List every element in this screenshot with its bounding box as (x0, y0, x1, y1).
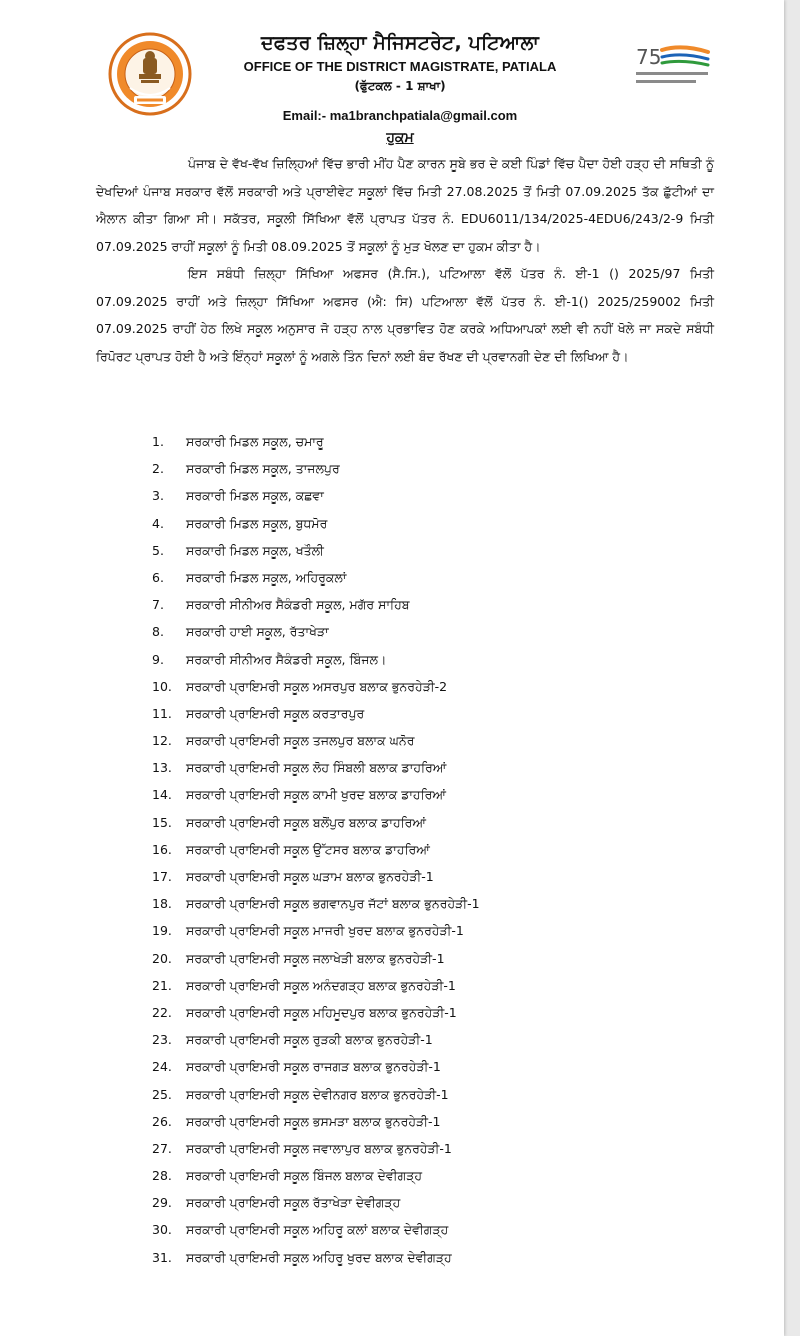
list-item-number: 12. (152, 733, 172, 749)
list-item-school-name: ਸਰਕਾਰੀ ਪ੍ਰਾਇਮਰੀ ਸਕੂਲ ਘੜਾਮ ਬਲਾਕ ਭੁਨਰਹੇੜੀ-1 (186, 869, 434, 884)
list-item-school-name: ਸਰਕਾਰੀ ਪ੍ਰਾਇਮਰੀ ਸਕੂਲ ਭਸਮੜਾ ਬਲਾਕ ਭੁਨਰਹੇੜੀ-1 (186, 1113, 441, 1129)
list-item (152, 1081, 480, 1108)
paragraph-1: ਪੰਜਾਬ ਦੇ ਵੱਖ-ਵੱਖ ਜ਼ਿਲ੍ਹਿਆਂ ਵਿੱਚ ਭਾਰੀ ਮੀਂਹ ਪੈਣ ਕਾਰਨ ਸੂਬੇ ਭਰ ਦੇ ਕਈ ਪਿੰਡਾਂ ਵਿੱਚ ਪੈਦਾ ਹੋਈ ਹੜ੍ਹ ਦੀ ਸਥਿਤੀ ਨੂੰ ਦੇਖਦਿਆਂ ਪੰਜਾਬ ਸਰਕਾਰ ਵੱਲੋਂ ਸਰਕਾਰੀ ਅਤੇ ਪ੍ਰਾਈਵੇਟ ਸਕੂਲਾਂ ਵਿੱਚ ਮਿਤੀ 27.08.2025 ਤੋਂ ਮਿਤੀ 07.09.2025 ਤੱਕ ਛੁੱਟੀਆਂ ਦਾ ਐਲਾਨ ਕੀਤਾ ਗਿਆ ਸੀ। ਸਕੱਤਰ, ਸਕੂਲੀ ਸਿੱਖਿਆ ਵੱਲੋਂ ਪ੍ਰਾਪਤ ਪੱਤਰ ਨੰ. EDU6011/134/2025-4EDU6/243/2-9 ਮਿਤੀ 07.09.2025 ਰਾਹੀਂ ਸਕੂਲਾਂ ਨੂੰ ਮਿਤੀ 08.09.2025 ਤੋਂ ਸਕੂਲਾਂ ਨੂੰ ਮੁੜ ਖੋਲਣ ਦਾ ਹੁਕਮ ਕੀਤਾ ਹੈ। (96, 156, 714, 254)
list-item-school-name: ਸਰਕਾਰੀ ਮਿਡਲ ਸਕੂਲ, ਅਹਿਰੂਕਲਾਂ (186, 569, 347, 585)
list-item-school-name: ਸਰਕਾਰੀ ਪ੍ਰਾਇਮਰੀ ਸਕੂਲ ਕਰਤਾਰਪੁਰ (186, 705, 365, 721)
email-line: Email:- ma1branchpatiala@gmail.com (282, 108, 518, 123)
list-item-number: 5. (152, 542, 164, 558)
list-item (152, 1244, 480, 1271)
list-item-school-name: ਸਰਕਾਰੀ ਮਿਡਲ ਸਕੂਲ, ਖਤੌਲੀ (186, 542, 324, 558)
list-item (152, 1026, 480, 1053)
list-item-school-name: ਸਰਕਾਰੀ ਸੀਨੀਅਰ ਸੈਕੰਡਰੀ ਸਕੂਲ, ਮਗੱਰ ਸਾਹਿਬ (186, 597, 410, 613)
list-item (152, 1135, 480, 1162)
list-item (152, 945, 480, 972)
order-heading: ਹੁਕਮ (386, 130, 414, 146)
list-item-number: 3. (152, 488, 164, 504)
list-item-school-name: ਸਰਕਾਰੀ ਪ੍ਰਾਇਮਰੀ ਸਕੂਲ ਰੁੜਕੀ ਬਲਾਕ ਭੁਨਰਹੇੜੀ-1 (186, 1032, 433, 1048)
list-item (152, 809, 480, 836)
list-item (152, 1108, 480, 1135)
list-item-number: 30. (152, 1222, 172, 1238)
list-item-number: 8. (152, 624, 164, 640)
list-item (152, 917, 480, 944)
list-item (152, 564, 480, 591)
list-item-number: 20. (152, 950, 172, 966)
list-item-school-name: ਸਰਕਾਰੀ ਪ੍ਰਾਇਮਰੀ ਸਕੂਲ ਅਨੰਦਗੜ੍ਹ ਬਲਾਕ ਭੁਨਰਹੇੜੀ-1 (186, 977, 456, 993)
letterhead (200, 30, 600, 95)
list-item (152, 455, 480, 482)
list-item (152, 972, 480, 999)
list-item (152, 1162, 480, 1189)
list-item-number: 19. (152, 923, 172, 939)
list-item (152, 537, 480, 564)
list-item-school-name: ਸਰਕਾਰੀ ਸੀਨੀਅਰ ਸੈਕੰਡਰੀ ਸਕੂਲ, ਬਿੰਜਲ। (186, 651, 387, 667)
list-item (152, 781, 480, 808)
list-item (152, 510, 480, 537)
list-item-school-name: ਸਰਕਾਰੀ ਪ੍ਰਾਇਮਰੀ ਸਕੂਲ ਮਾਜਰੀ ਖੁਰਦ ਬਲਾਕ ਭੁਨਰਹੇੜੀ-1 (186, 923, 464, 939)
list-item (152, 754, 480, 781)
punjab-govt-seal-icon (108, 32, 192, 116)
list-item-number: 11. (152, 705, 172, 721)
list-item (152, 591, 480, 618)
list-item-school-name: ਸਰਕਾਰੀ ਪ੍ਰਾਇਮਰੀ ਸਕੂਲ ਜਲਾਖੇੜੀ ਬਲਾਕ ਭੁਨਰਹੇੜੀ-1 (186, 950, 445, 966)
list-item-number: 17. (152, 869, 172, 884)
list-item-number: 13. (152, 760, 172, 776)
list-item-school-name: ਸਰਕਾਰੀ ਪ੍ਰਾਇਮਰੀ ਸਕੂਲ ਜਵਾਲਾਪੁਰ ਬਲਾਕ ਭੁਨਰਹੇੜੀ-1 (186, 1140, 452, 1156)
list-item-number: 4. (152, 515, 164, 531)
list-item-school-name: ਸਰਕਾਰੀ ਪ੍ਰਾਇਮਰੀ ਸਕੂਲ ਤਜਲਪੁਰ ਬਲਾਕ ਘਨੋਰ (186, 733, 415, 749)
list-item-school-name: ਸਰਕਾਰੀ ਪ੍ਰਾਇਮਰੀ ਸਕੂਲ ਰੱਤਾਖੇੜਾ ਦੇਵੀਗੜ੍ਹ (186, 1195, 401, 1211)
list-item (152, 890, 480, 917)
list-item-school-name: ਸਰਕਾਰੀ ਪ੍ਰਾਇਮਰੀ ਸਕੂਲ ਰਾਜਗੜ ਬਲਾਕ ਭੁਨਰਹੇੜੀ-1 (186, 1059, 441, 1075)
list-item (152, 428, 480, 455)
list-item-school-name: ਸਰਕਾਰੀ ਹਾਈ ਸਕੂਲ, ਰੱਤਾਖੇੜਾ (186, 624, 329, 640)
list-item-school-name: ਸਰਕਾਰੀ ਪ੍ਰਾਇਮਰੀ ਸਕੂਲ ਭਗਵਾਨਪੁਰ ਜੱਟਾਂ ਬਲਾਕ ਭੁਨਰਹੇੜੀ-1 (186, 896, 480, 912)
list-item-number: 28. (152, 1168, 172, 1184)
list-item-school-name: ਸਰਕਾਰੀ ਪ੍ਰਾਇਮਰੀ ਸਕੂਲ ਦੇਵੀਨਗਰ ਬਲਾਕ ਭੁਨਰਹੇੜੀ-1 (186, 1086, 449, 1102)
list-item (152, 1216, 480, 1243)
list-item-school-name: ਸਰਕਾਰੀ ਮਿਡਲ ਸਕੂਲ, ਬੁਧਮੋਰ (186, 515, 328, 531)
list-item (152, 700, 480, 727)
list-item-number: 1. (152, 434, 164, 449)
list-item-school-name: ਸਰਕਾਰੀ ਪ੍ਰਾਇਮਰੀ ਸਕੂਲ ਬਲੋਂਪੁਰ ਬਲਾਕ ਡਾਹਰਿਆਂ (186, 814, 427, 830)
list-item-number: 9. (152, 651, 164, 667)
list-item-number: 2. (152, 461, 164, 477)
list-item-number: 25. (152, 1086, 172, 1102)
order-body (96, 150, 714, 370)
list-item-number: 18. (152, 896, 172, 912)
list-item-number: 21. (152, 977, 172, 993)
list-item-school-name: ਸਰਕਾਰੀ ਮਿਡਲ ਸਕੂਲ, ਤਾਜਲਪੁਰ (186, 461, 340, 477)
list-item (152, 1053, 480, 1080)
list-item (152, 618, 480, 645)
list-item-school-name: ਸਰਕਾਰੀ ਪ੍ਰਾਇਮਰੀ ਸਕੂਲ ਅਸਰਪੁਰ ਬਲਾਕ ਭੁਨਰਹੇੜੀ-2 (186, 678, 448, 694)
paragraph-2: ਇਸ ਸਬੰਧੀ ਜ਼ਿਲ੍ਹਾ ਸਿੱਖਿਆ ਅਫਸਰ (ਸੈ.ਸਿ.), ਪਟਿਆਲਾ ਵੱਲੋਂ ਪੱਤਰ ਨੰ. ਈ-1 () 2025/97 ਮਿਤੀ 07.09.2025 ਰਾਹੀਂ ਅਤੇ ਜ਼ਿਲ੍ਹਾ ਸਿੱਖਿਆ ਅਫਸਰ (ਐ: ਸਿ) ਪਟਿਆਲਾ ਵੱਲੋਂ ਪੱਤਰ ਨੰ. ਈ-1() 2025/259002 ਮਿਤੀ 07.09.2025 ਰਾਹੀਂ ਹੇਠ ਲਿਖੇ ਸਕੂਲ ਅਨੁਸਾਰ ਜੋ ਹੜ੍ਹ ਨਾਲ ਪ੍ਰਭਾਵਿਤ ਹੋਣ ਕਰਕੇ ਅਧਿਆਪਕਾਂ ਲਈ ਵੀ ਨਹੀਂ ਖੋਲੇ ਜਾ ਸਕਦੇ ਸਬੰਧੀ ਰਿਪੋਰਟ ਪ੍ਰਾਪਤ ਹੋਈ ਹੈ ਅਤੇ ਇੰਨ੍ਹਾਂ ਸਕੂਲਾਂ ਨੂੰ ਅਗਲੇ ਤਿੰਨ ਦਿਨਾਂ ਲਈ ਬੰਦ ਰੱਖਣ ਦੀ ਪ੍ਰਵਾਨਗੀ ਦੇਣ ਦੀ ਲਿਖਿਆ ਹੈ। (96, 266, 714, 364)
list-item-number: 27. (152, 1140, 172, 1156)
school-list (152, 428, 480, 1271)
list-item-school-name: ਸਰਕਾਰੀ ਪ੍ਰਾਇਮਰੀ ਸਕੂਲ ਅਹਿਰੂ ਕਲਾਂ ਬਲਾਕ ਦੇਵੀਗੜ੍ਹ (186, 1222, 449, 1238)
list-item-school-name: ਸਰਕਾਰੀ ਮਿਡਲ ਸਕੂਲ, ਕਛਵਾ (186, 488, 324, 504)
list-item-school-name: ਸਰਕਾਰੀ ਪ੍ਰਾਇਮਰੀ ਸਕੂਲ ਅਹਿਰੂ ਖੁਰਦ ਬਲਾਕ ਦੇਵੀਗੜ੍ਹ (186, 1249, 452, 1265)
list-item-school-name: ਸਰਕਾਰੀ ਪ੍ਰਾਇਮਰੀ ਸਕੂਲ ਬਿੰਜਲ ਬਲਾਕ ਦੇਵੀਗੜ੍ਹ (186, 1168, 423, 1184)
list-item (152, 836, 480, 863)
branch-label: (ਫੁੱਟਕਲ - 1 ਸ਼ਾਖਾ) (354, 79, 446, 93)
list-item-number: 26. (152, 1113, 172, 1129)
list-item (152, 482, 480, 509)
list-item-school-name: ਸਰਕਾਰੀ ਮਿਡਲ ਸਕੂਲ, ਚਮਾਰੂ (186, 434, 324, 449)
list-item-number: 16. (152, 841, 172, 857)
list-item (152, 863, 480, 890)
list-item (152, 727, 480, 754)
azadi-ka-amrit-mahotsav-logo-icon (632, 42, 716, 96)
list-item (152, 646, 480, 673)
office-title-punjabi: ਦਫਤਰ ਜ਼ਿਲ੍ਹਾ ਮੈਜਿਸਟਰੇਟ, ਪਟਿਆਲਾ (261, 32, 539, 54)
list-item-number: 10. (152, 678, 172, 694)
office-title-english: OFFICE OF THE DISTRICT MAGISTRATE, PATIALA (243, 59, 557, 74)
list-item-school-name: ਸਰਕਾਰੀ ਪ੍ਰਾਇਮਰੀ ਸਕੂਲ ਲੋਹ ਸਿੰਬਲੀ ਬਲਾਕ ਡਾਹਰਿਆਂ (186, 760, 447, 776)
list-item-number: 31. (152, 1249, 172, 1265)
list-item-number: 15. (152, 814, 172, 830)
svg-text:75: 75 (636, 45, 662, 69)
list-item-number: 14. (152, 787, 172, 803)
list-item-school-name: ਸਰਕਾਰੀ ਪ੍ਰਾਇਮਰੀ ਸਕੂਲ ਕਾਮੀ ਖੁਰਦ ਬਲਾਕ ਡਾਹਰਿਆਂ (186, 787, 446, 803)
list-item-number: 22. (152, 1004, 172, 1020)
list-item-school-name: ਸਰਕਾਰੀ ਪ੍ਰਾਇਮਰੀ ਸਕੂਲ ਮਹਿਮੂਦਪੁਰ ਬਲਾਕ ਭੁਨਰਹੇੜੀ-1 (186, 1004, 457, 1020)
list-item-number: 6. (152, 569, 164, 585)
list-item-number: 24. (152, 1059, 172, 1075)
list-item-number: 29. (152, 1195, 172, 1211)
list-item-number: 23. (152, 1032, 172, 1048)
list-item-school-name: ਸਰਕਾਰੀ ਪ੍ਰਾਇਮਰੀ ਸਕੂਲ ਉੱਟਸਰ ਬਲਾਕ ਡਾਹਰਿਆਂ (186, 841, 430, 857)
list-item (152, 1189, 480, 1216)
list-item-number: 7. (152, 597, 164, 613)
list-item (152, 999, 480, 1026)
list-item (152, 673, 480, 700)
